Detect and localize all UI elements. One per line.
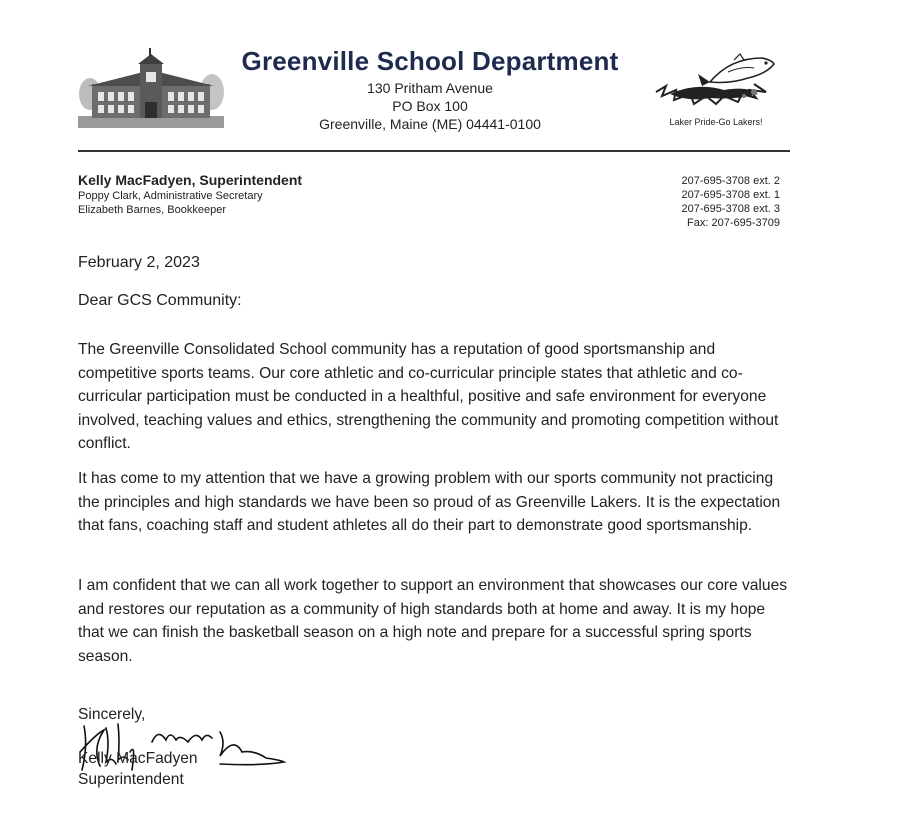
phone-superintendent: 207-695-3708 ext. 2 — [681, 175, 780, 187]
letter-paragraph-2: It has come to my attention that we have a growing problem with our sports community not practicing the principles and high standards we have been so proud of as Greenville Lakers. It is the expectation that fans, coaching staff and student athletes all do their part to demonstrate good sportsmanship. — [78, 470, 781, 534]
address-city: Greenville, Maine (ME) 04441-0100 — [319, 116, 541, 132]
letter-paragraph-1: The Greenville Consolidated School community has a reputation of good sportsmanship and competitive sports teams. Our core athletic and co-curricular principle states that athletic and co-curricular participation must be conducted in a healthful, positive and safe environment for everyone involved, teaching values and ethics, strengthening the community and promoting competition without conflict. — [78, 341, 779, 452]
letter-date: February 2, 2023 — [78, 254, 200, 271]
laker-fish-logo-icon — [650, 52, 778, 114]
superintendent-name: Kelly MacFadyen, Superintendent — [78, 172, 303, 188]
phone-bookkeeper: 207-695-3708 ext. 3 — [681, 203, 780, 215]
signer-name: Kelly MacFadyen — [78, 750, 198, 767]
bookkeeper-name: Elizabeth Barnes, Bookkeeper — [78, 204, 226, 216]
header-divider — [78, 150, 790, 152]
letter-paragraph-3: I am confident that we can all work together to support an environment that showcases our core values and restores our reputation as a community of high standards both at home and away. It is my hope that we can finish the basketball season on a high note and prepare for a successful spring sports season. — [78, 577, 788, 665]
school-motto: Laker Pride-Go Lakers! — [669, 117, 763, 127]
address-po-box: PO Box 100 — [392, 98, 468, 114]
secretary-name: Poppy Clark, Administrative Secretary — [78, 190, 263, 202]
fax-number: Fax: 207-695-3709 — [687, 217, 780, 229]
phone-secretary: 207-695-3708 ext. 1 — [681, 189, 780, 201]
letter-closing: Sincerely, — [78, 706, 146, 723]
address-street: 130 Pritham Avenue — [367, 80, 493, 96]
signer-title: Superintendent — [78, 771, 184, 788]
school-title: Greenville School Department — [241, 46, 619, 76]
letter-greeting: Dear GCS Community: — [78, 292, 242, 309]
